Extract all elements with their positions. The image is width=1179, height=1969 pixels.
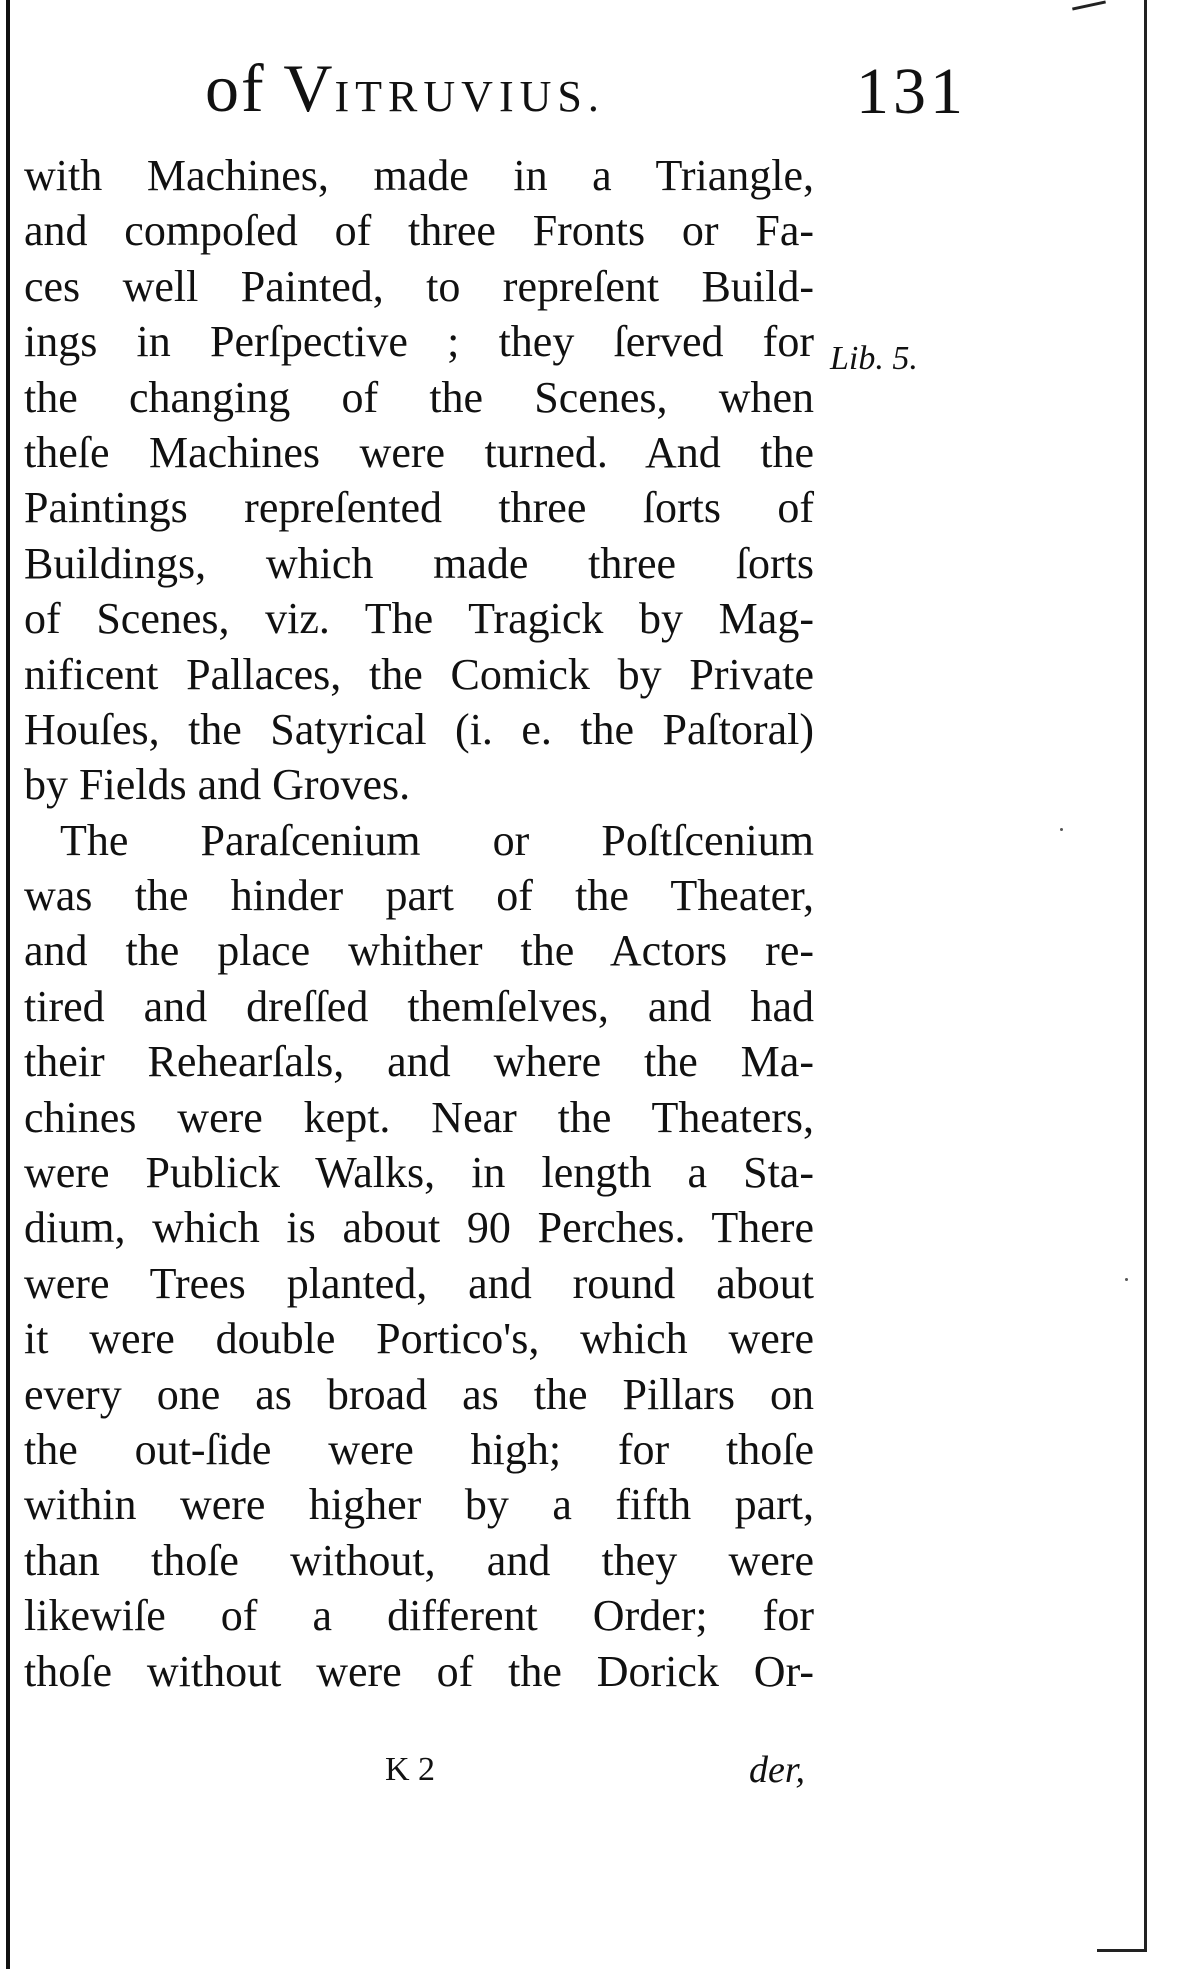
page-right-rule bbox=[1144, 0, 1147, 1952]
page-number: 131 bbox=[856, 55, 967, 128]
text-line: Paintings repreſented three ſorts of bbox=[24, 483, 814, 533]
text-line: Buildings, which made three ſorts bbox=[24, 538, 814, 588]
text-line: dium, which is about 90 Perches. There bbox=[24, 1203, 814, 1253]
text-line: every one as broad as the Pillars on bbox=[24, 1369, 814, 1419]
text-line: ings in Perſpective ; they ſerved for bbox=[24, 317, 814, 367]
signature-mark: K 2 bbox=[385, 1751, 436, 1788]
corner-mark bbox=[1072, 0, 1106, 10]
text-line: were Trees planted, and round about bbox=[24, 1258, 814, 1308]
book-title-initial: V bbox=[283, 50, 335, 126]
text-line: of Scenes, viz. The Tragick by Mag- bbox=[24, 594, 814, 644]
book-title-rest: ITRUVIUS. bbox=[334, 72, 605, 121]
paper-speck bbox=[1125, 1278, 1128, 1281]
catchword: der, bbox=[749, 1749, 805, 1791]
book-title bbox=[205, 48, 605, 137]
text-line: than thoſe without, and they were bbox=[24, 1535, 814, 1585]
text-line: likewiſe of a different Order; for bbox=[24, 1591, 814, 1641]
margin-note: Lib. 5. bbox=[830, 340, 918, 377]
text-line: Houſes, the Satyrical (i. e. the Paſtoral) bbox=[24, 704, 814, 754]
text-line: The Paraſcenium or Poſtſcenium bbox=[60, 815, 814, 865]
text-line: theſe Machines were turned. And the bbox=[24, 427, 814, 477]
book-title-lead: of bbox=[205, 50, 284, 126]
text-line: the out-ſide were high; for thoſe bbox=[24, 1424, 814, 1474]
text-line: and compoſed of three Fronts or Fa- bbox=[24, 206, 814, 256]
page-left-rule bbox=[6, 0, 10, 1969]
page-bottom-rule bbox=[1097, 1949, 1147, 1952]
text-line: chines were kept. Near the Theaters, bbox=[24, 1092, 814, 1142]
text-line: the changing of the Scenes, when bbox=[24, 372, 814, 422]
text-line: were Publick Walks, in length a Sta- bbox=[24, 1148, 814, 1198]
text-line: by Fields and Groves. bbox=[24, 760, 411, 810]
text-line: within were higher by a fifth part, bbox=[24, 1480, 814, 1530]
text-line: and the place whither the Actors re- bbox=[24, 926, 814, 976]
text-line: was the hinder part of the Theater, bbox=[24, 871, 814, 921]
text-line: nificent Pallaces, the Comick by Private bbox=[24, 649, 814, 699]
text-line: ces well Painted, to repreſent Build- bbox=[24, 261, 814, 311]
catchline bbox=[385, 1742, 805, 1798]
text-line: tired and dreſſed themſelves, and had bbox=[24, 981, 814, 1031]
text-line: their Rehearſals, and where the Ma- bbox=[24, 1037, 814, 1087]
text-line: it were double Portico's, which were bbox=[24, 1314, 814, 1364]
text-line: with Machines, made in a Triangle, bbox=[24, 151, 814, 200]
running-head bbox=[0, 48, 1179, 128]
text-line: thoſe without were of the Dorick Or- bbox=[24, 1646, 814, 1696]
body-text bbox=[24, 148, 814, 1699]
paper-speck bbox=[1060, 828, 1063, 831]
